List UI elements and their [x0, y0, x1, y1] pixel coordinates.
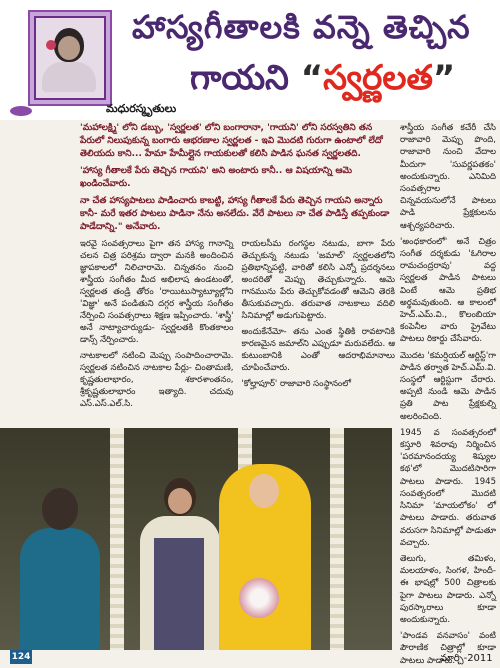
- portrait-shoulders: [42, 62, 96, 92]
- article-title-line1: హాస్యగీతాలకి వన్నె తెచ్చిన: [132, 8, 471, 46]
- stage-photo: [0, 428, 392, 650]
- body-paragraph: 1945 వ సంవత్సరంలో కస్తూరి శివరావు నిర్మించిన 'పరమానందయ్య శిష్యుల కథ'లో మొదటిసారిగా పాటలు పాడారు. 1945 సంవత్సరంలో మొదటి సినిమా 'మాయలోకం' లో పాటలు పాడారు. తరువాత వరుసగా సినిమాల్లో పాడుతూ వచ్చారు.: [400, 427, 496, 548]
- issue-date: మార్చి-2011: [440, 653, 493, 664]
- body-paragraph: 'కోల్హాపూర్' రాజావారి సంస్థానంలో: [241, 379, 351, 389]
- body-columns: [80, 238, 395, 414]
- lead-paragraph: 'మహాలక్ష్మి' లోని డబ్బు, 'స్వర్ణలత' లోని బంగారానా, 'గాయని' లోని సరస్వతిని తన పేరులో నిలుపుకున్న బంగారు ఆభరణాల స్వర్ణలత - ఇవి మొదటి గురుగా ఉంటాలో లేదో తెలియదు కాని... హేమా హేమీల్లైన గాయకులతో కలిసి పాడిన ఘనత స్వర్ణలతది.: [80, 123, 383, 159]
- body-column-2: [242, 238, 396, 414]
- body-paragraph: ఇరవై సంవత్సరాలు పైగా తన హాస్య గానాన్ని చలన చిత్ర పరిశ్రమ ద్వారా మనకి అందించిన జ్ఞాపకాలలో నిలిచారామె. చిన్నతనం నుంచి శాస్త్రీయ సంగీతం మీద అభిలాష ఉండటంతో, స్వర్ణలత తండ్రి తోరం 'రాయిటుస్యాట్యూల్లోని 'విజ్ఞా' అనే పండితుని దగ్గర శాస్త్రీయ సంగీతం నేర్పించి సంవత్సరాలు శిక్షణ ఇప్పించారు. 'శాస్త్రీ' అనే నాట్యాచార్యుడు- స్వర్ణలతకి కొంతకాలం డాన్స్ నేర్పించారు.: [80, 239, 234, 345]
- singer-portrait: [28, 10, 112, 106]
- section-byline: మధురస్మృతులు: [106, 102, 177, 115]
- article-title-line2: [190, 58, 455, 106]
- body-paragraph: శాస్త్రీయ సంగీత కచేరీ చేసి రాజావారి మెప్పు పొంది, రాజావారి నుంచి వేదాల మీదుగా 'సువర్ణపతకం' అందుకున్నారు. ఎనిమిది సంవత్సరాల చిన్నవయసులోనే పాటలు పాడి ప్రేక్షకులను ఆశ్చర్యపరిచారు.: [400, 123, 496, 231]
- singer-name: స్వర్ణలత: [323, 58, 433, 98]
- title-prefix: గాయని: [190, 58, 289, 98]
- article-body: [80, 122, 395, 426]
- lead-paragraph-2: 'హాస్య గీతాలకే పేరు తెచ్చిన గాయని' అని అంటారు కానీ.. ఆ విషయాన్ని ఆమె ఖండించేవారు.: [80, 166, 353, 189]
- open-quote: “: [300, 58, 324, 98]
- article-header: [0, 0, 500, 120]
- body-paragraph: మొదట 'కమర్షియల్ ఆర్టిస్ట్'గా పాడిన తర్వాత హెచ్.ఎమ్.వి. సంస్థలో ఆర్టిస్టుగా చేరారు. అప్పటి నుండి ఆమె పాడిన ప్రతి పాట ప్రేక్షకుల్ని అలరించింది.: [400, 350, 496, 422]
- portrait-photo: [36, 18, 104, 98]
- close-quote: ”: [432, 58, 456, 98]
- person-right: [215, 458, 315, 650]
- flower-garland: [110, 428, 124, 650]
- body-paragraph: నాటకాలలో నటించి మెప్పు సంపాదించారామె. స్వర్ణలత నటించిన నాటకాల పేర్లు- చింతామణి, కృష్ణతులాభారం, శకారశాంతనం, శ్రీకృష్ణతులాభారం ఇత్యాది. చదువు ఎస్.ఎస్.ఎల్.సి.: [80, 351, 234, 409]
- person-center: [140, 478, 220, 650]
- body-paragraph: 'అంధకారంలో' అనే చిత్రం సంగీత దర్శకుడు 'ఓగిరాల రామచంద్రరావు' వద్ద స్వర్ణలత పాడిన పాటలు వింటే ఆమె ప్రతిభ అర్థమవుతుంది. ఆ కాలంలో హెచ్.ఎమ్.వి., కొలంబియా కంపెనీల వారు ప్రైవేటు పాటలు రికార్డు చేసేవారు.: [400, 236, 496, 345]
- body-paragraph: 'పాండవ వనవాసం' వంటి పౌరాణిక చిత్రాల్లో కూడా పాటలు పాడారు.: [400, 631, 496, 666]
- body-paragraph: తెలుగు, తమిళం, మలయాళం, సింగళ, హిందీ- ఈ భాషల్లో 500 చిత్రాలకు పైగా పాటలు పాడారు. ఎన్నో పురస్కారాలు కూడా అందుకున్నారు.: [400, 553, 496, 625]
- byline-decoration: [10, 106, 32, 116]
- body-column-1: [80, 238, 234, 414]
- body-paragraph: అందుకేనేమో- తను ఎంత స్థితికి రావటానికి కారణమైన జమాల్‌ని ఎప్పుడూ మరువలేదు. ఆ కుటుంబానికి ఎంతో ఆదరాభిమానాలు చూపించేవారు.: [241, 327, 395, 373]
- lead-paragraph-3: నా చేత హాస్యపాటలు పాడించారు కాబట్టి, హాస్య గీతాలకే పేరు తెచ్చిన గాయని అన్నారు కానీ- మరే ఇతర పాటలు పాడినా నేను అనలేదు. వేరే పాటలు నా చేత పాడిస్తే తప్పకుండా పాడేదాన్ని." అనేవారు.: [80, 196, 390, 232]
- page-number: 124: [11, 652, 31, 662]
- portrait-face: [58, 36, 80, 60]
- portrait-flower: [46, 40, 56, 50]
- flower-garland: [330, 428, 344, 650]
- person-left: [20, 488, 100, 650]
- body-paragraph: రాయలసీమ రంగస్థల నటుడు, బాగా పేరు తెచ్చుకున్న నటుడు 'జమాల్' స్వర్ణలతలోని ప్రతిభాన్నిపట్టి, వారితో కలిసి ఎన్నో ప్రదర్శనలు అందరితో మెప్పు తెచ్చుకున్నారు. ఆమె గానమును పేరు తెచ్చుకోవడంతో ఆమెని తెరకి తీసుకువచ్చారు. తరువాత నాటకాలు వదిలి సినిమాల్లో అడుగుపెట్టారు.: [241, 239, 395, 321]
